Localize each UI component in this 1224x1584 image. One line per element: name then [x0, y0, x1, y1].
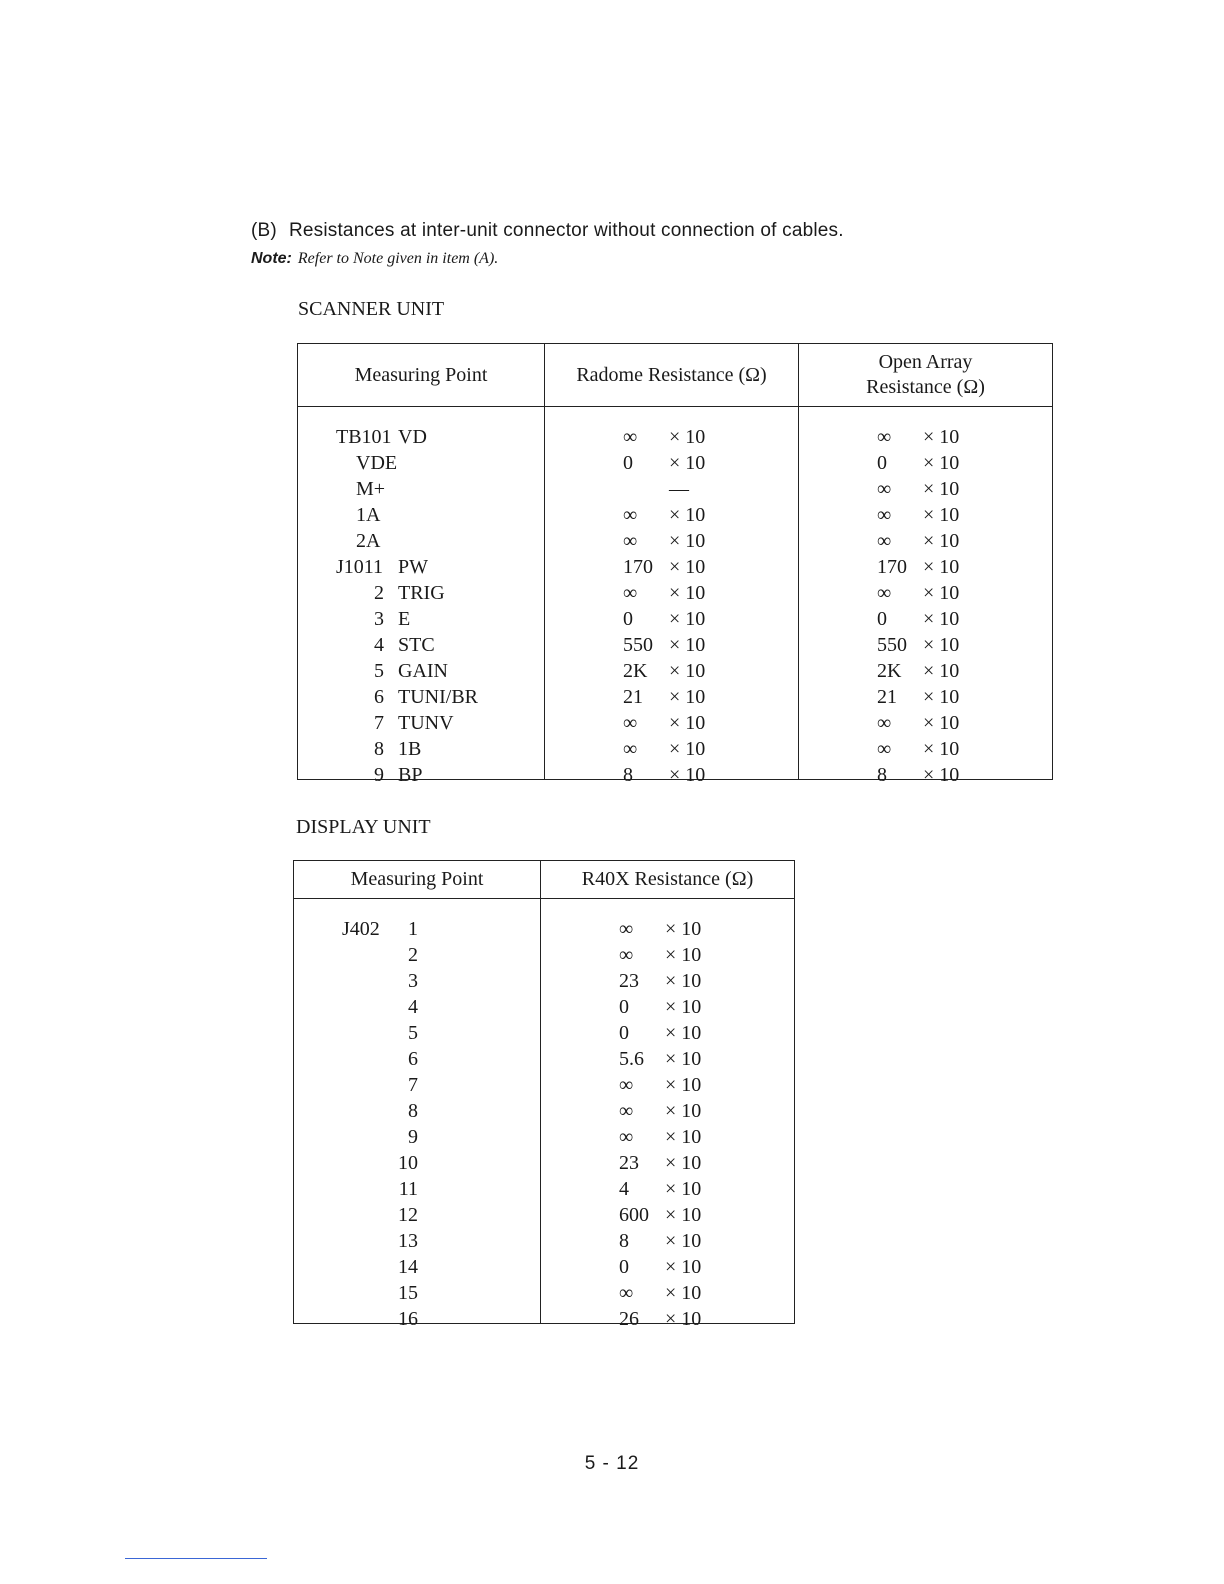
- open-array-resistance-cell: [799, 619, 1053, 656]
- open-array-resistance-cell: [799, 697, 1053, 734]
- radome-value: 0: [623, 608, 633, 630]
- resistance-multiplier: × 10: [665, 996, 702, 1018]
- col-header-measuring-point: Measuring Point: [294, 861, 541, 899]
- section-heading-text: Resistances at inter-unit connector without connection of cables.: [288, 220, 844, 241]
- resistance-multiplier: × 10: [665, 1126, 702, 1148]
- open-array-value: 550: [877, 634, 907, 656]
- resistance-multiplier: × 10: [665, 1308, 702, 1330]
- open-array-multiplier: × 10: [923, 556, 960, 578]
- open-array-resistance-cell: [799, 515, 1053, 552]
- point-name: 2A: [356, 530, 381, 552]
- radome-resistance-cell: [545, 541, 799, 578]
- pin-number: 1: [408, 918, 418, 940]
- open-array-resistance-cell: [799, 463, 1053, 500]
- resistance-multiplier: × 10: [665, 1230, 702, 1252]
- r40x-resistance-cell: [541, 981, 795, 1018]
- table-row: [294, 1241, 795, 1267]
- radome-multiplier: × 10: [669, 530, 706, 552]
- radome-multiplier: × 10: [669, 634, 706, 656]
- point-prefix: 2: [374, 582, 384, 604]
- table-row: [294, 1111, 795, 1137]
- open-array-multiplier: × 10: [923, 452, 960, 474]
- open-array-value: ∞: [877, 712, 892, 734]
- table-row: [294, 929, 795, 955]
- open-array-multiplier: × 10: [923, 478, 960, 500]
- pin-number: 9: [408, 1126, 418, 1148]
- radome-multiplier: × 10: [669, 556, 706, 578]
- open-array-value: 0: [877, 608, 887, 630]
- resistance-value: 23: [619, 970, 639, 992]
- table-row: [294, 981, 795, 1007]
- measuring-point-cell: [298, 463, 545, 500]
- open-array-multiplier: × 10: [923, 712, 960, 734]
- table-row: [294, 1189, 795, 1215]
- radome-value: 550: [623, 634, 653, 656]
- header-line-1: Open Array: [878, 351, 973, 373]
- table-row: [294, 1163, 795, 1189]
- resistance-value: 0: [619, 1256, 629, 1278]
- measuring-point-cell: [298, 567, 545, 604]
- radome-value: ∞: [623, 426, 638, 448]
- r40x-resistance-cell: [541, 1033, 795, 1070]
- r40x-resistance-cell: [541, 1189, 795, 1226]
- resistance-value: ∞: [619, 1126, 634, 1148]
- scanner-unit-title: SCANNER UNIT: [298, 298, 445, 320]
- open-array-resistance-cell: [799, 749, 1053, 786]
- r40x-resistance-cell: [541, 1111, 795, 1148]
- r40x-resistance-cell: [541, 899, 795, 940]
- resistance-value: 23: [619, 1152, 639, 1174]
- point-name: TRIG: [398, 582, 445, 604]
- radome-multiplier: × 10: [669, 738, 706, 760]
- radome-resistance-cell: [545, 671, 799, 708]
- open-array-multiplier: × 10: [923, 608, 960, 630]
- radome-value: ∞: [623, 712, 638, 734]
- r40x-resistance-cell: [541, 929, 795, 966]
- table-row: [298, 671, 1053, 697]
- radome-resistance-cell: [545, 463, 799, 500]
- r40x-resistance-cell: [541, 1267, 795, 1304]
- measuring-point-cell: [294, 1293, 541, 1330]
- point-name: 1A: [356, 504, 381, 526]
- display-unit-title: DISPLAY UNIT: [296, 816, 431, 838]
- radome-resistance-cell: [545, 645, 799, 682]
- radome-value: 0: [623, 452, 633, 474]
- display-unit-table: [293, 860, 795, 1330]
- pin-number: 16: [398, 1308, 418, 1330]
- radome-value: ∞: [623, 582, 638, 604]
- resistance-multiplier: × 10: [665, 970, 702, 992]
- table-row: [298, 749, 1053, 780]
- open-array-value: 8: [877, 764, 887, 786]
- measuring-point-cell: [294, 955, 541, 992]
- resistance-multiplier: × 10: [665, 944, 702, 966]
- pin-number: 5: [408, 1022, 418, 1044]
- point-prefix: 3: [374, 608, 384, 630]
- resistance-value: ∞: [619, 1282, 634, 1304]
- resistance-value: 0: [619, 1022, 629, 1044]
- pin-number: 15: [398, 1282, 418, 1304]
- measuring-point-cell: [298, 723, 545, 760]
- point-prefix: 8: [374, 738, 384, 760]
- table-row: [294, 1007, 795, 1033]
- radome-resistance-cell: [545, 437, 799, 474]
- open-array-multiplier: × 10: [923, 686, 960, 708]
- pin-number: 10: [398, 1152, 418, 1174]
- note-text: Refer to Note given in item (A).: [297, 250, 499, 267]
- radome-value: ∞: [623, 504, 638, 526]
- table-row: [298, 515, 1053, 541]
- scanner-table-body: [298, 407, 1053, 786]
- open-array-multiplier: × 10: [923, 504, 960, 526]
- r40x-resistance-cell: [541, 1215, 795, 1252]
- open-array-value: 170: [877, 556, 907, 578]
- table-row: [298, 541, 1053, 567]
- resistance-value: ∞: [619, 944, 634, 966]
- open-array-value: ∞: [877, 530, 892, 552]
- measuring-point-cell: [298, 407, 545, 448]
- resistance-multiplier: × 10: [665, 1204, 702, 1226]
- open-array-value: ∞: [877, 738, 892, 760]
- measuring-point-cell: [298, 437, 545, 474]
- pin-number: 4: [408, 996, 418, 1018]
- table-row: [294, 899, 795, 930]
- radome-resistance-cell: [545, 407, 799, 448]
- radome-resistance-cell: [545, 515, 799, 552]
- resistance-multiplier: × 10: [665, 1152, 702, 1174]
- measuring-point-cell: [298, 749, 545, 786]
- resistance-value: 0: [619, 996, 629, 1018]
- resistance-multiplier: × 10: [665, 1048, 702, 1070]
- radome-multiplier: × 10: [669, 504, 706, 526]
- r40x-resistance-cell: [541, 955, 795, 992]
- point-name: 1B: [398, 738, 422, 760]
- open-array-value: 21: [877, 686, 897, 708]
- r40x-resistance-cell: [541, 1293, 795, 1330]
- open-array-value: ∞: [877, 426, 892, 448]
- measuring-point-cell: [298, 645, 545, 682]
- resistance-value: 600: [619, 1204, 649, 1226]
- table-row: [294, 1215, 795, 1241]
- point-prefix: 5: [374, 660, 384, 682]
- measuring-point-cell: [294, 1137, 541, 1174]
- measuring-point-cell: [298, 541, 545, 578]
- open-array-multiplier: × 10: [923, 530, 960, 552]
- table-row: [294, 1293, 795, 1324]
- open-array-multiplier: × 10: [923, 764, 960, 786]
- r40x-resistance-cell: [541, 1007, 795, 1044]
- measuring-point-cell: [298, 671, 545, 708]
- open-array-value: ∞: [877, 478, 892, 500]
- point-name: M+: [356, 478, 386, 500]
- open-array-value: 0: [877, 452, 887, 474]
- table-row: [294, 1267, 795, 1293]
- resistance-value: 26: [619, 1308, 639, 1330]
- measuring-point-cell: [294, 1007, 541, 1044]
- open-array-resistance-cell: [799, 437, 1053, 474]
- col-header-radome-resistance: Radome Resistance (Ω): [545, 344, 799, 407]
- measuring-point-cell: [294, 1085, 541, 1122]
- measuring-point-cell: [294, 981, 541, 1018]
- resistance-multiplier: × 10: [665, 1074, 702, 1096]
- open-array-multiplier: × 10: [923, 634, 960, 656]
- scanner-unit-table: [297, 343, 1053, 786]
- pin-number: 2: [408, 944, 418, 966]
- r40x-resistance-cell: [541, 1059, 795, 1096]
- radome-multiplier: × 10: [669, 712, 706, 734]
- point-name: TUNV: [398, 712, 454, 734]
- open-array-value: ∞: [877, 582, 892, 604]
- point-prefix: J1011: [336, 556, 384, 578]
- radome-value: 2K: [623, 660, 648, 682]
- radome-value: 8: [623, 764, 633, 786]
- open-array-resistance-cell: [799, 593, 1053, 630]
- measuring-point-cell: [294, 1241, 541, 1278]
- table-row: [298, 489, 1053, 515]
- open-array-resistance-cell: [799, 723, 1053, 760]
- radome-resistance-cell: [545, 749, 799, 786]
- point-name: VD: [398, 426, 427, 448]
- radome-multiplier: × 10: [669, 764, 706, 786]
- resistance-multiplier: × 10: [665, 1178, 702, 1200]
- point-name: BP: [398, 764, 423, 786]
- col-header-open-array-resistance: [799, 344, 1053, 407]
- open-array-resistance-cell: [799, 541, 1053, 578]
- measuring-point-cell: [298, 515, 545, 552]
- radome-resistance-cell: [545, 489, 799, 526]
- measuring-point-cell: [298, 697, 545, 734]
- open-array-resistance-cell: [799, 645, 1053, 682]
- table-row: [298, 567, 1053, 593]
- table-row: [298, 437, 1053, 463]
- open-array-resistance-cell: [799, 671, 1053, 708]
- display-table-body: [294, 899, 795, 1330]
- open-array-multiplier: × 10: [923, 660, 960, 682]
- resistance-value: ∞: [619, 1074, 634, 1096]
- resistance-value: 4: [619, 1178, 629, 1200]
- measuring-point-cell: [294, 1111, 541, 1148]
- radome-resistance-cell: [545, 619, 799, 656]
- header-line-2: Resistance (Ω): [866, 376, 985, 398]
- radome-resistance-cell: [545, 723, 799, 760]
- section-label: (B): [251, 220, 277, 241]
- radome-multiplier: × 10: [669, 660, 706, 682]
- r40x-resistance-cell: [541, 1137, 795, 1174]
- measuring-point-cell: [294, 1163, 541, 1200]
- resistance-multiplier: × 10: [665, 1282, 702, 1304]
- point-name: PW: [398, 556, 428, 578]
- table-row: [294, 1085, 795, 1111]
- pin-number: 12: [398, 1204, 418, 1226]
- point-name: GAIN: [398, 660, 448, 682]
- point-name: STC: [398, 634, 435, 656]
- radome-value: ∞: [623, 738, 638, 760]
- bottom-rule: [125, 1558, 267, 1559]
- note: [251, 250, 498, 268]
- point-name: VDE: [356, 452, 398, 474]
- point-prefix: TB101: [336, 426, 392, 448]
- resistance-value: 8: [619, 1230, 629, 1252]
- table-row: [298, 407, 1053, 438]
- point-prefix: 6: [374, 686, 384, 708]
- radome-multiplier: × 10: [669, 608, 706, 630]
- pin-number: 14: [398, 1256, 418, 1278]
- point-prefix: 7: [374, 712, 384, 734]
- connector-label: J402: [342, 918, 380, 940]
- measuring-point-cell: [298, 489, 545, 526]
- pin-number: 6: [408, 1048, 418, 1070]
- open-array-resistance-cell: [799, 567, 1053, 604]
- point-prefix: 4: [374, 634, 384, 656]
- resistance-multiplier: × 10: [665, 1256, 702, 1278]
- measuring-point-cell: [294, 1059, 541, 1096]
- measuring-point-cell: [294, 929, 541, 966]
- radome-multiplier: × 10: [669, 582, 706, 604]
- note-label: Note:: [251, 250, 292, 267]
- pin-number: 11: [398, 1178, 418, 1200]
- measuring-point-cell: [294, 1215, 541, 1252]
- table-row: [298, 619, 1053, 645]
- resistance-multiplier: × 10: [665, 1022, 702, 1044]
- radome-resistance-cell: [545, 593, 799, 630]
- r40x-resistance-cell: [541, 1085, 795, 1122]
- measuring-point-cell: [294, 1189, 541, 1226]
- r40x-resistance-cell: [541, 1241, 795, 1278]
- radome-value: ∞: [623, 530, 638, 552]
- resistance-multiplier: × 10: [665, 918, 702, 940]
- resistance-value: ∞: [619, 918, 634, 940]
- radome-multiplier: × 10: [669, 426, 706, 448]
- point-name: TUNI/BR: [398, 686, 478, 708]
- col-header-measuring-point: Measuring Point: [298, 344, 545, 407]
- open-array-value: ∞: [877, 504, 892, 526]
- table-row: [294, 1059, 795, 1085]
- resistance-value: 5.6: [619, 1048, 644, 1070]
- r40x-resistance-cell: [541, 1163, 795, 1200]
- open-array-multiplier: × 10: [923, 426, 960, 448]
- open-array-value: 2K: [877, 660, 902, 682]
- open-array-multiplier: × 10: [923, 582, 960, 604]
- measuring-point-cell: [294, 1033, 541, 1070]
- pin-number: 3: [408, 970, 418, 992]
- open-array-multiplier: × 10: [923, 738, 960, 760]
- radome-resistance-cell: [545, 697, 799, 734]
- point-name: E: [398, 608, 411, 630]
- measuring-point-cell: [294, 1267, 541, 1304]
- resistance-multiplier: × 10: [665, 1100, 702, 1122]
- open-array-resistance-cell: [799, 407, 1053, 448]
- pin-number: 8: [408, 1100, 418, 1122]
- measuring-point-cell: [294, 899, 541, 940]
- radome-multiplier: —: [669, 478, 689, 500]
- pin-number: 7: [408, 1074, 418, 1096]
- table-row: [298, 723, 1053, 749]
- open-array-resistance-cell: [799, 489, 1053, 526]
- radome-value: 21: [623, 686, 643, 708]
- measuring-point-cell: [298, 593, 545, 630]
- table-row: [298, 593, 1053, 619]
- radome-resistance-cell: [545, 567, 799, 604]
- table-row: [298, 697, 1053, 723]
- measuring-point-cell: [298, 619, 545, 656]
- pin-number: 13: [398, 1230, 418, 1252]
- resistance-value: ∞: [619, 1100, 634, 1122]
- radome-value: 170: [623, 556, 653, 578]
- table-row: [298, 645, 1053, 671]
- point-prefix: 9: [374, 764, 384, 786]
- radome-multiplier: × 10: [669, 686, 706, 708]
- col-header-r40x-resistance: R40X Resistance (Ω): [541, 861, 795, 899]
- table-row: [294, 1137, 795, 1163]
- table-row: [294, 955, 795, 981]
- section-heading: [251, 220, 844, 242]
- table-row: [294, 1033, 795, 1059]
- table-row: [298, 463, 1053, 489]
- radome-multiplier: × 10: [669, 452, 706, 474]
- page-number: 5 - 12: [584, 1453, 640, 1474]
